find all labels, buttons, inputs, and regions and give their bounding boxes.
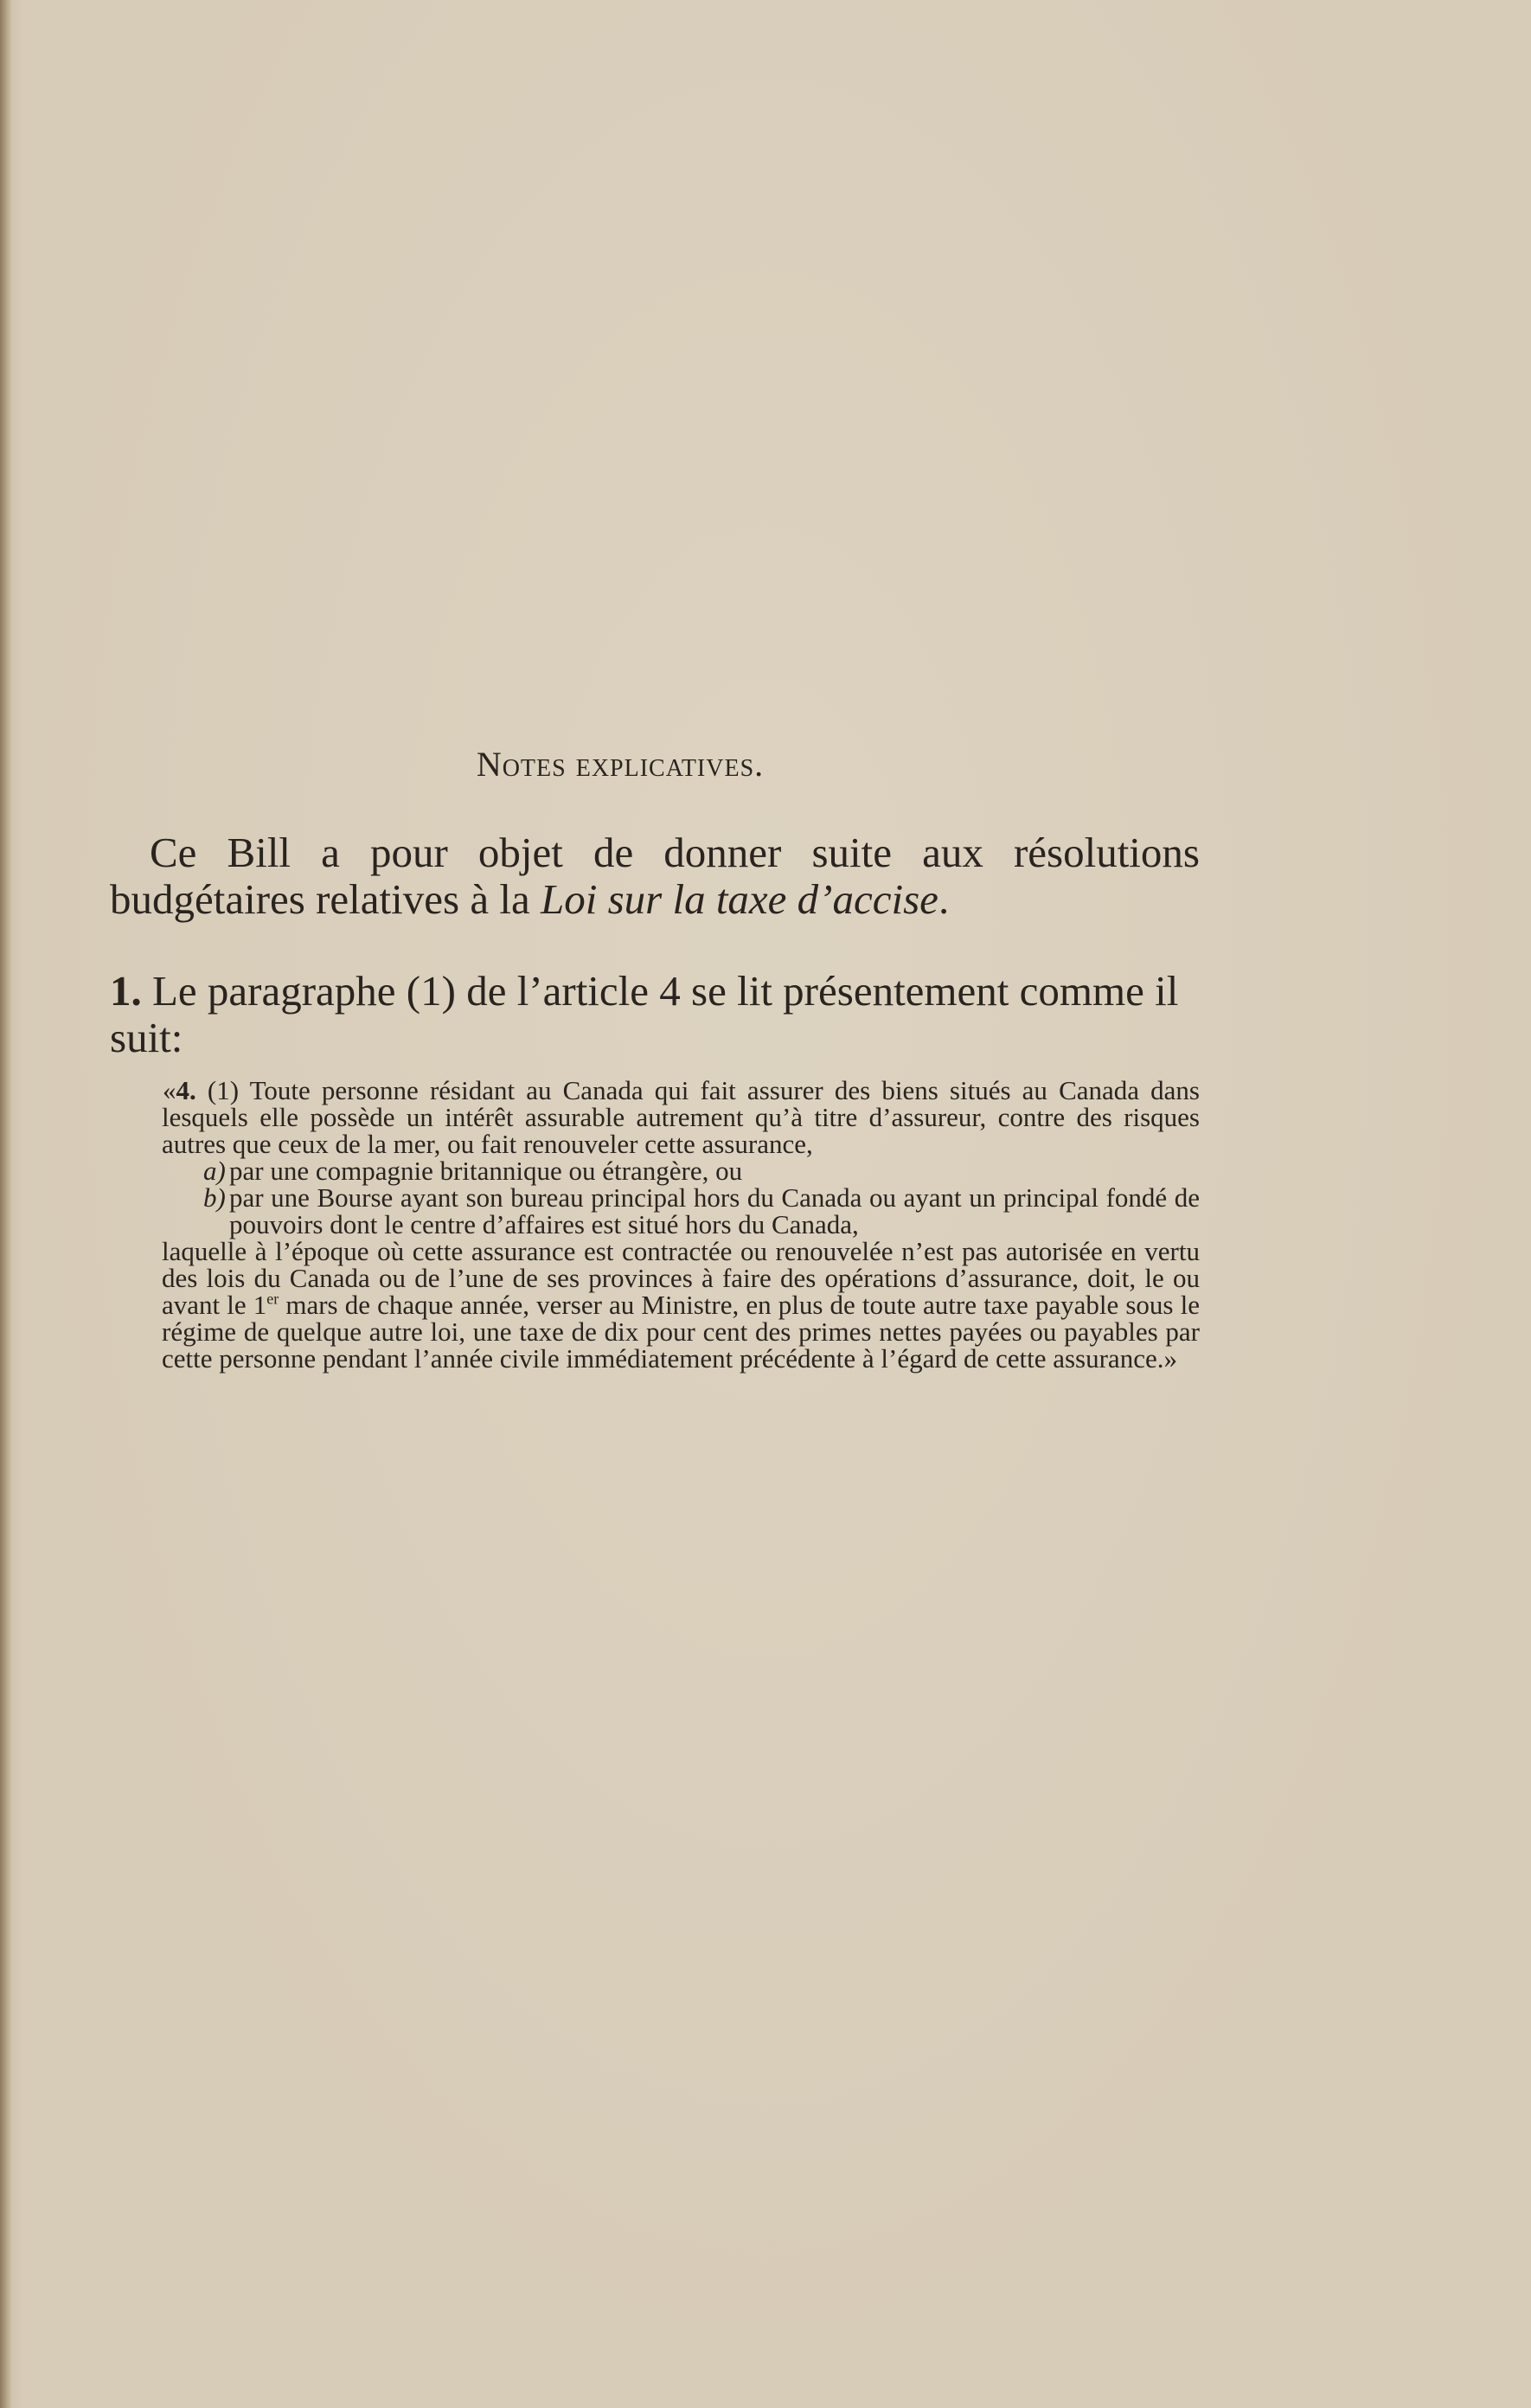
list-item-text: par une Bourse ayant son bureau principal hors du Canada ou ayant un principal fondé de pouvoirs dont le centre d’affaires est situé hors du Canada,	[229, 1182, 1200, 1239]
list-item	[203, 1157, 1200, 1184]
quote-open: «	[163, 1075, 176, 1105]
list-item-label: b)	[203, 1182, 226, 1213]
ordinal-superscript: er	[266, 1290, 279, 1308]
list-item-label: a)	[203, 1156, 226, 1186]
list-item	[203, 1184, 1200, 1238]
quoted-lead-text: (1) Toute personne résidant au Canada qui fait assurer des biens situés au Canada dans lesquels elle possède un intérêt assurable autrement qu’à titre d’assureur, contre des risques autres que ceux de la mer, ou fait renouveler cette assurance,	[162, 1075, 1200, 1159]
clause-number: 1.	[110, 967, 142, 1015]
quoted-tail	[162, 1238, 1200, 1372]
clause-text: Le paragraphe (1) de l’article 4 se lit présentement comme il suit:	[110, 967, 1179, 1061]
section-number: 4.	[176, 1075, 196, 1105]
intro-paragraph	[110, 829, 1200, 923]
law-title: Loi sur la taxe d’accise	[540, 875, 938, 923]
clause-paragraph	[110, 968, 1200, 1061]
intro-text: Ce Bill a pour objet de donner suite aux résolutions budgétaires relatives à la	[110, 829, 1200, 923]
quoted-lead	[162, 1077, 1200, 1157]
intro-end: .	[938, 875, 950, 923]
page-binding-edge	[0, 0, 12, 2408]
quoted-tail-rest: mars de chaque année, verser au Ministre, en plus de toute autre taxe payable sous le régime de quelque autre loi, une taxe de dix pour cent des primes nettes payées ou payables par cette personne pendant l’année civile immédiatement précédente à l’égard de cette assurance.»	[162, 1290, 1200, 1374]
quoted-section	[162, 1077, 1200, 1372]
explanatory-notes	[110, 744, 1200, 1372]
quoted-tail-text: laquelle à l’époque où cette assurance est contractée ou renouvelée n’est pas autorisée en vertu des lois du Canada ou de l’une de ses provinces à faire des opérations d’assurance, doit, le ou avant le 1	[162, 1236, 1200, 1320]
section-heading: Notes explicatives.	[476, 745, 765, 784]
list-item-text: par une compagnie britannique ou étrangère, ou	[229, 1156, 743, 1186]
